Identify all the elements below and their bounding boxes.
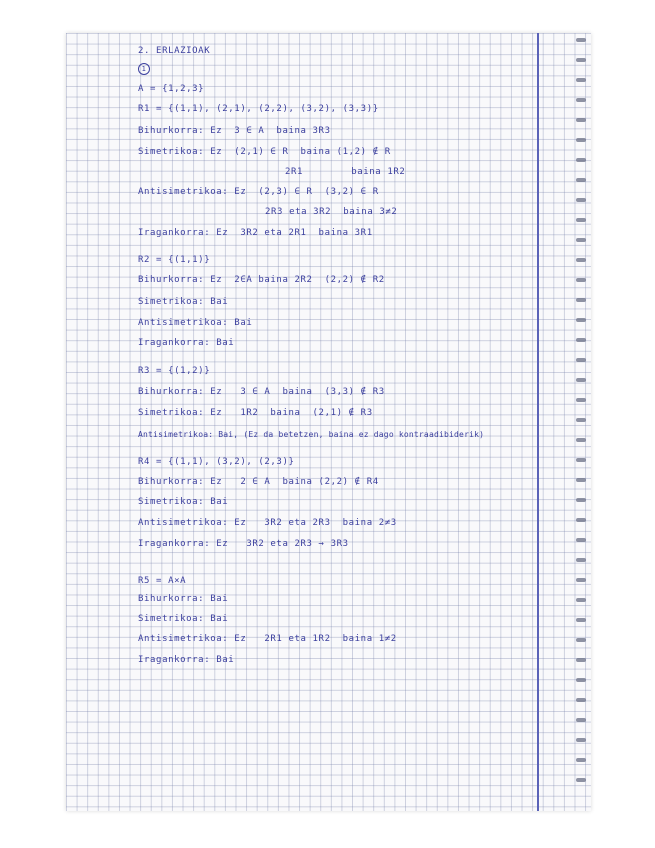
binding-ring <box>576 138 586 142</box>
binding-ring <box>576 598 586 602</box>
binding-ring <box>576 718 586 722</box>
note-line: Simetrikoa: Bai <box>138 614 229 624</box>
note-line: Antisimetrikoa: Ez (2,3) ∈ R (3,2) ∈ R <box>138 187 379 197</box>
note-line: Antisimetrikoa: Ez 2R1 eta 1R2 baina 1≠2 <box>138 634 397 644</box>
note-line: Simetrikoa: Ez (2,1) ∈ R baina (1,2) ∉ R <box>138 147 391 157</box>
note-line: Iragankorra: Bai <box>138 655 235 665</box>
note-line: Bihurkorra: Ez 3 ∈ A baina (3,3) ∉ R3 <box>138 387 385 397</box>
binding-ring <box>576 338 586 342</box>
binding-ring <box>576 278 586 282</box>
binding-ring <box>576 678 586 682</box>
binding-ring <box>576 318 586 322</box>
binding-ring <box>576 38 586 42</box>
note-line: Bihurkorra: Ez 2∈A baina 2R2 (2,2) ∉ R2 <box>138 275 385 285</box>
exercise-number <box>138 63 150 75</box>
binding-ring <box>576 698 586 702</box>
note-line: 2R3 eta 3R2 baina 3≠2 <box>265 207 398 217</box>
page-title: 2. ERLAZIOAK <box>138 46 211 56</box>
note-line: Simetrikoa: Bai <box>138 497 229 507</box>
binding-ring <box>576 298 586 302</box>
note-line: A = {1,2,3} <box>138 84 205 94</box>
binding-ring <box>576 558 586 562</box>
note-line: Bihurkorra: Bai <box>138 594 229 604</box>
binding-ring <box>576 398 586 402</box>
binding-ring <box>576 78 586 82</box>
note-line: R5 = A×A <box>138 576 187 586</box>
binding-ring <box>576 58 586 62</box>
margin-line <box>537 33 539 811</box>
binding-ring <box>576 178 586 182</box>
binding-ring <box>576 498 586 502</box>
binding-ring <box>576 658 586 662</box>
note-line: Iragankorra: Ez 3R2 eta 2R1 baina 3R1 <box>138 228 373 238</box>
binding-ring <box>576 738 586 742</box>
note-line: Simetrikoa: Ez 1R2 baina (2,1) ∉ R3 <box>138 408 373 418</box>
note-line: R1 = {(1,1), (2,1), (2,2), (3,2), (3,3)} <box>138 104 379 114</box>
binding-ring <box>576 158 586 162</box>
note-line: Antisimetrikoa: Bai <box>138 318 253 328</box>
note-line: Bihurkorra: Ez 2 ∈ A baina (2,2) ∉ R4 <box>138 477 379 487</box>
note-line: Antisimetrikoa: Bai, (Ez da betetzen, baina ez dago kontraadibiderik) <box>138 430 485 439</box>
binding-ring <box>576 638 586 642</box>
binding-ring <box>576 458 586 462</box>
binding-ring <box>576 478 586 482</box>
binding-ring <box>576 238 586 242</box>
binding-ring <box>576 618 586 622</box>
binding-ring <box>576 758 586 762</box>
binding-ring <box>576 258 586 262</box>
binding-ring <box>576 198 586 202</box>
circled-number: 1 <box>138 63 150 75</box>
note-line: 2R1 baina 1R2 <box>285 167 406 177</box>
binding-ring <box>576 518 586 522</box>
binding-ring <box>576 538 586 542</box>
binding-ring <box>576 118 586 122</box>
binding-ring <box>576 418 586 422</box>
note-line: Bihurkorra: Ez 3 ∈ A baina 3R3 <box>138 126 331 136</box>
note-line: Iragankorra: Ez 3R2 eta 2R3 → 3R3 <box>138 539 349 549</box>
note-line: R3 = {(1,2)} <box>138 366 211 376</box>
note-line: Antisimetrikoa: Ez 3R2 eta 2R3 baina 2≠3 <box>138 518 397 528</box>
note-line: Simetrikoa: Bai <box>138 297 229 307</box>
binding-ring <box>576 778 586 782</box>
note-line: R4 = {(1,1), (3,2), (2,3)} <box>138 457 295 467</box>
binding-ring <box>576 98 586 102</box>
note-line: R2 = {(1,1)} <box>138 255 211 265</box>
binding-ring <box>576 578 586 582</box>
binding-ring <box>576 358 586 362</box>
binding-ring <box>576 378 586 382</box>
spiral-binding <box>576 38 590 798</box>
binding-ring <box>576 218 586 222</box>
note-line: Iragankorra: Bai <box>138 338 235 348</box>
binding-ring <box>576 438 586 442</box>
